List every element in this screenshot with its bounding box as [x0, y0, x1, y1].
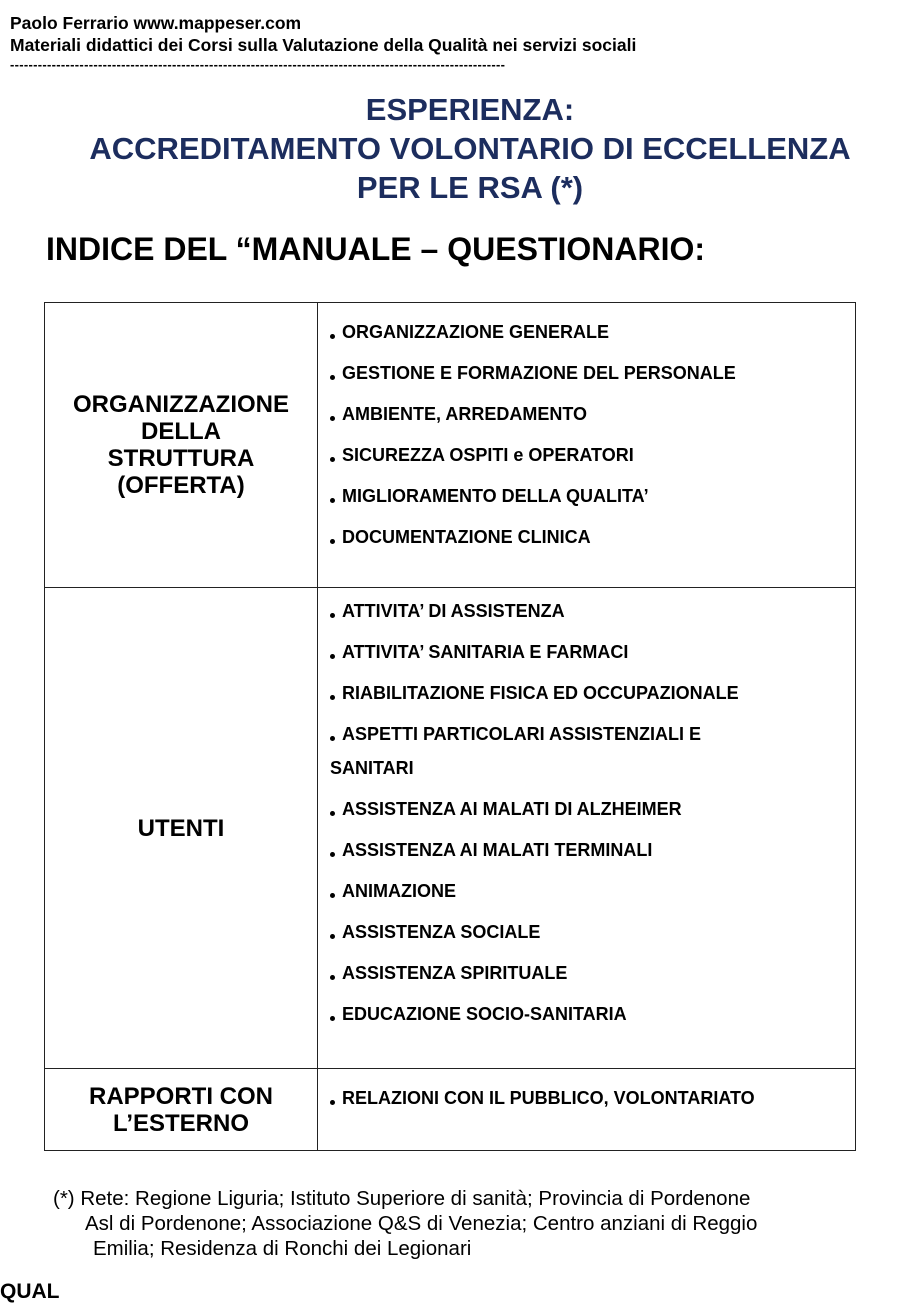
author-line: Paolo Ferrario www.mappeser.com [10, 13, 302, 33]
list-item [330, 833, 849, 867]
item-label: ANIMAZIONE [342, 881, 456, 901]
items-cell [318, 1069, 856, 1151]
bullet-icon [330, 811, 335, 816]
item-label: ORGANIZZAZIONE GENERALE [342, 322, 610, 342]
footnote-line-1: (*) Rete: Regione Liguria; Istituto Superiore di sanità; Provincia di Pordenone [53, 1187, 751, 1210]
table-row [45, 303, 856, 588]
list-item [330, 792, 849, 826]
bullet-icon [330, 934, 335, 939]
category-label: L’ESTERNO [112, 1109, 250, 1137]
bullet-icon [330, 852, 335, 857]
list-item [330, 1081, 849, 1115]
list-item [330, 438, 849, 472]
bullet-icon [330, 893, 335, 898]
list-item [330, 594, 849, 628]
item-label: EDUCAZIONE SOCIO-SANITARIA [342, 1004, 627, 1024]
item-label: GESTIONE E FORMAZIONE DEL PERSONALE [342, 363, 736, 383]
footnote-line-2: Asl di Pordenone; Associazione Q&S di Venezia; Centro anziani di Reggio [85, 1212, 758, 1235]
items-cell [318, 303, 856, 588]
page-code: QUAL [0, 1280, 60, 1303]
item-label: ASSISTENZA SPIRITUALE [342, 963, 568, 983]
header-rule: ----------------------------------------------------------------------------------------------------------- [10, 57, 506, 72]
table-row [45, 1069, 856, 1151]
category-label: STRUTTURA [107, 445, 255, 472]
document-header [10, 12, 636, 74]
category-label: ORGANIZZAZIONE [73, 391, 289, 418]
category-label: UTENTI [137, 814, 225, 842]
bullet-icon [330, 1016, 335, 1021]
category-cell [45, 1069, 318, 1151]
bullet-icon [330, 736, 335, 741]
course-line: Materiali didattici dei Corsi sulla Valutazione della Qualità nei servizi sociali [10, 35, 637, 55]
item-label: SICUREZZA OSPITI e OPERATORI [342, 445, 634, 465]
title-line-3: PER LE RSA (*) [356, 170, 584, 205]
item-label: ASSISTENZA AI MALATI TERMINALI [342, 840, 653, 860]
bullet-icon [330, 1100, 335, 1105]
item-label: ATTIVITA’ DI ASSISTENZA [342, 601, 565, 621]
item-label: ASSISTENZA SOCIALE [342, 922, 541, 942]
footnote [53, 1186, 757, 1261]
bullet-icon [330, 539, 335, 544]
item-label: AMBIENTE, ARREDAMENTO [342, 404, 588, 424]
bullet-icon [330, 975, 335, 980]
bullet-icon [330, 457, 335, 462]
list-item [330, 997, 849, 1031]
list-item [330, 397, 849, 431]
page-title [20, 90, 900, 207]
item-label: ASSISTENZA AI MALATI DI ALZHEIMER [342, 799, 682, 819]
list-item [330, 874, 849, 908]
category-label: RAPPORTI CON [88, 1082, 273, 1110]
bullet-icon [330, 375, 335, 380]
item-label: ASPETTI PARTICOLARI ASSISTENZIALI E SANITARI [330, 724, 702, 778]
item-label: MIGLIORAMENTO DELLA QUALITA’ [342, 486, 649, 506]
category-cell [45, 588, 318, 1069]
title-line-2: ACCREDITAMENTO VOLONTARIO DI ECCELLENZA [89, 131, 851, 166]
item-label: RELAZIONI CON IL PUBBLICO, VOLONTARIATO [342, 1088, 755, 1108]
table-row [45, 588, 856, 1069]
category-label: (OFFERTA) [117, 472, 245, 499]
index-heading: INDICE DEL “MANUALE – QUESTIONARIO: [46, 231, 705, 267]
footnote-line-3: Emilia; Residenza di Ronchi dei Legionari [93, 1237, 472, 1260]
items-cell [318, 588, 856, 1069]
list-item [330, 956, 849, 990]
list-item [330, 676, 849, 710]
bullet-icon [330, 334, 335, 339]
bullet-icon [330, 613, 335, 618]
bullet-icon [330, 654, 335, 659]
manual-index-table [44, 302, 856, 1151]
bullet-icon [330, 695, 335, 700]
bullet-icon [330, 416, 335, 421]
item-label: DOCUMENTAZIONE CLINICA [342, 527, 591, 547]
list-item [330, 635, 849, 669]
item-label: RIABILITAZIONE FISICA ED OCCUPAZIONALE [342, 683, 739, 703]
list-item [330, 479, 849, 513]
list-item [330, 717, 760, 785]
list-item [330, 356, 849, 390]
category-cell [45, 303, 318, 588]
category-label: DELLA [141, 418, 221, 445]
list-item [330, 915, 849, 949]
list-item [330, 520, 849, 554]
item-label: ATTIVITA’ SANITARIA E FARMACI [342, 642, 629, 662]
title-line-1: ESPERIENZA: [365, 92, 575, 127]
list-item [330, 315, 849, 349]
bullet-icon [330, 498, 335, 503]
